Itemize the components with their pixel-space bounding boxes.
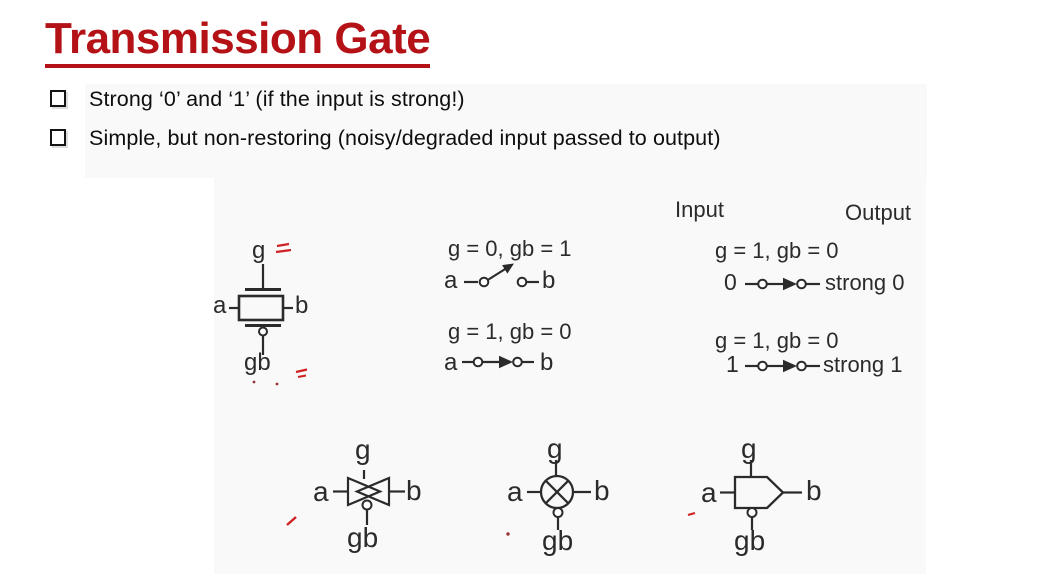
- input-value: 1: [726, 351, 739, 377]
- condition-text: g = 1, gb = 0: [715, 238, 839, 263]
- checkbox-bullet-icon: [50, 90, 66, 107]
- gate-label-g: g: [547, 433, 563, 464]
- terminal-label-b: b: [540, 349, 554, 376]
- pentagon-transmission-gate-icon: [695, 458, 825, 534]
- bullet-item-1: [50, 87, 465, 112]
- terminal-label-b: b: [295, 292, 309, 319]
- gate-label-g: g: [252, 237, 266, 264]
- gate-label-gb: gb: [244, 349, 271, 376]
- checkbox-bullet-icon: [50, 129, 66, 146]
- condition-text: g = 0, gb = 1: [448, 236, 572, 261]
- terminal-label-a: a: [444, 349, 458, 376]
- terminal-label-a: a: [313, 476, 329, 507]
- terminal-label-b: b: [406, 475, 422, 506]
- closed-switch-icon: [742, 354, 822, 378]
- circle-x-transmission-gate-icon: [505, 458, 617, 534]
- terminal-label-a: a: [444, 267, 458, 294]
- output-value: strong 1: [823, 352, 903, 377]
- gate-label-g: g: [355, 434, 371, 465]
- bullet-item-2: [50, 126, 721, 151]
- closed-switch-icon: [460, 350, 538, 374]
- terminal-label-b: b: [594, 475, 610, 506]
- gate-label-gb: gb: [347, 522, 379, 553]
- bowtie-transmission-gate-icon: [315, 468, 420, 530]
- pass-gate-box-icon: [225, 260, 315, 360]
- condition-text: g = 1, gb = 0: [715, 328, 839, 353]
- gate-label-gb: gb: [734, 525, 766, 556]
- terminal-label-a: a: [507, 476, 523, 507]
- condition-text: g = 1, gb = 0: [448, 319, 572, 344]
- gate-label-gb: gb: [542, 525, 574, 556]
- terminal-label-a: a: [213, 292, 227, 319]
- input-value: 0: [724, 269, 737, 295]
- page-title: Transmission Gate: [45, 16, 430, 68]
- input-header: Input: [675, 197, 724, 222]
- output-value: strong 0: [825, 270, 905, 295]
- open-switch-icon: [462, 258, 542, 288]
- gate-label-g: g: [741, 433, 757, 464]
- closed-switch-icon: [742, 272, 822, 296]
- output-header: Output: [845, 200, 912, 225]
- terminal-label-b: b: [806, 475, 822, 506]
- terminal-label-b: b: [542, 267, 556, 294]
- bullet-text: Simple, but non-restoring (noisy/degraded input passed to output): [89, 126, 721, 150]
- terminal-label-a: a: [701, 477, 717, 508]
- bullet-text: Strong ‘0’ and ‘1’ (if the input is strong!): [89, 87, 465, 111]
